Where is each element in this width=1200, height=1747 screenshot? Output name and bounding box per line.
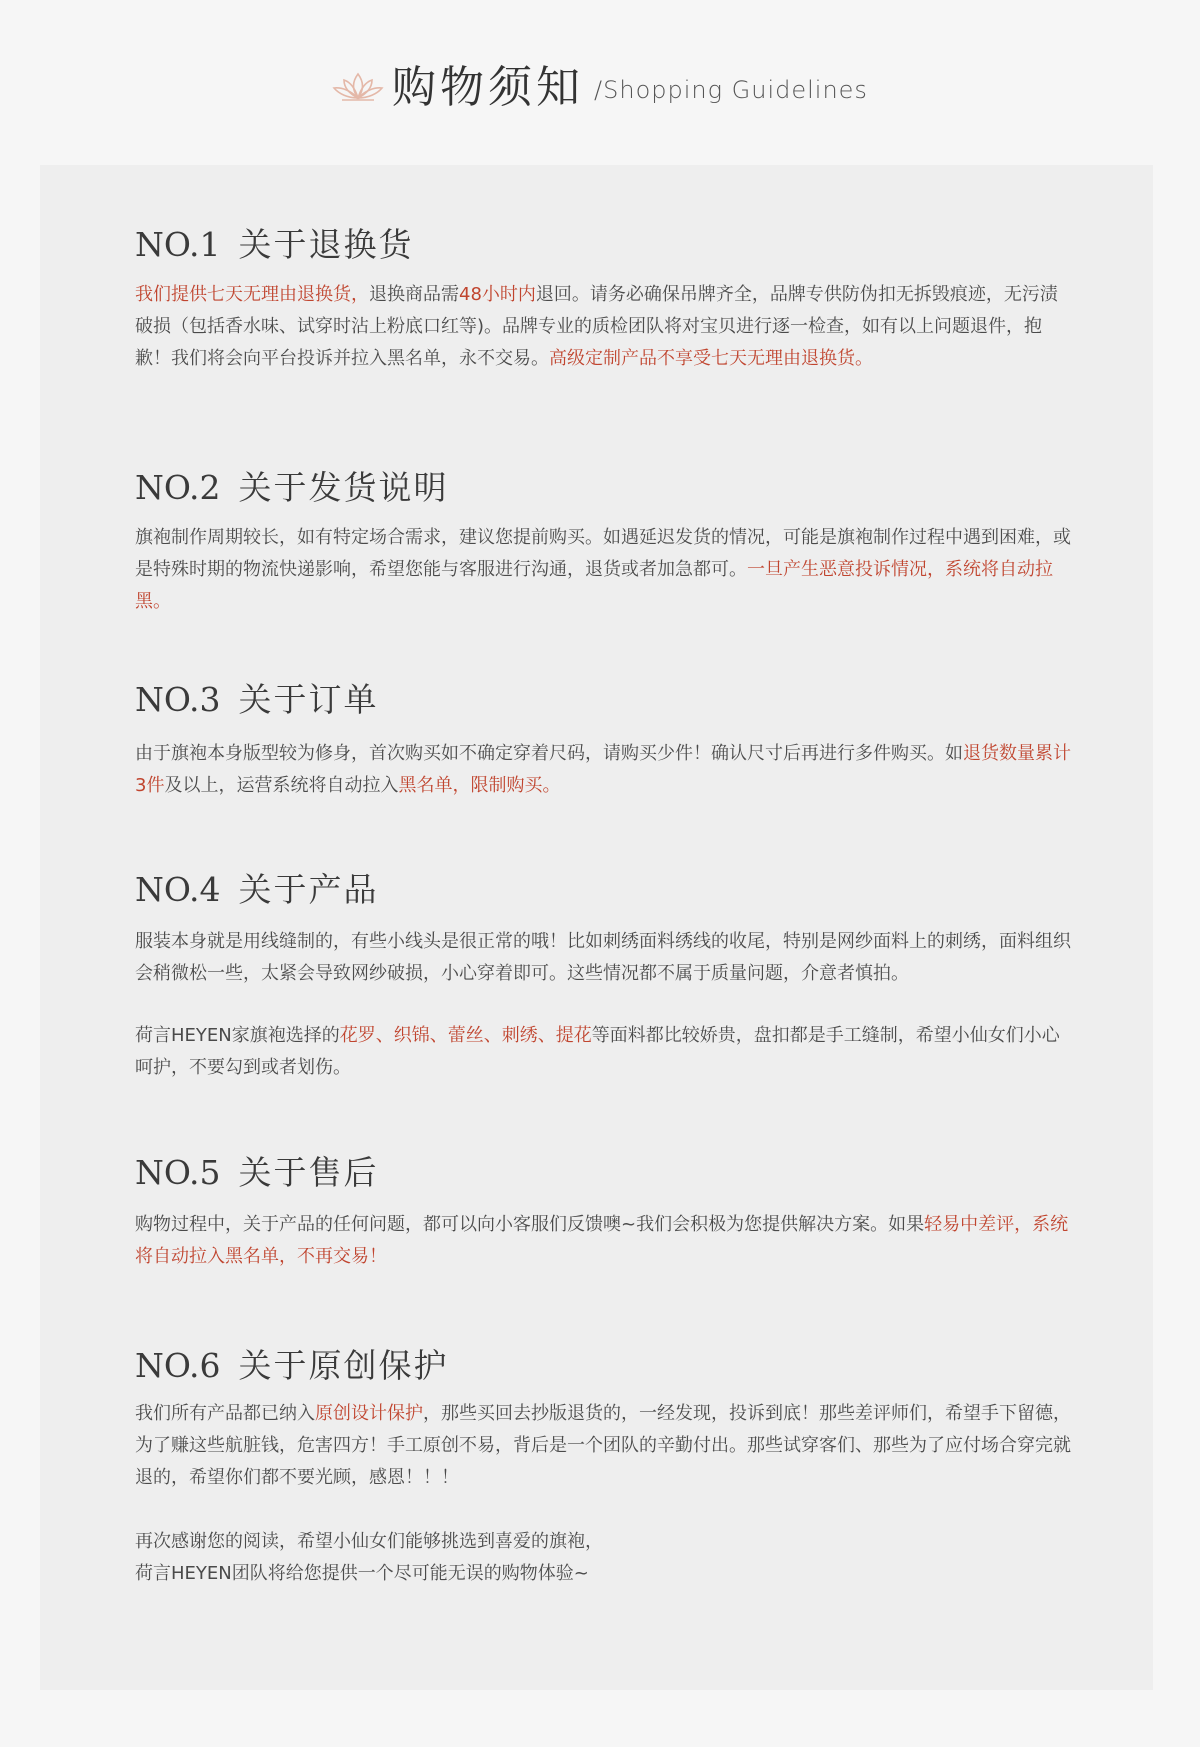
section-title: [135, 1153, 1075, 1193]
paragraph-text: 购物过程中，关于产品的任何问题，都可以向小客服们反馈噢~我们会积极为您提供解决方案。如果: [135, 1213, 925, 1235]
section-paragraph: [135, 279, 1075, 375]
section-title: [135, 680, 1075, 720]
highlight-text: 原创设计保护: [315, 1402, 423, 1424]
section-paragraph: [135, 522, 1075, 618]
section-number: NO.1: [135, 225, 221, 264]
paragraph-text: 我们所有产品都已纳入: [135, 1402, 315, 1424]
paragraph-text: 等面料都比较娇贵，盘扣都是手工缝制，希望小仙女们小心呵护，不要勾到或者划伤。: [135, 1024, 1060, 1078]
section-number: NO.4: [135, 870, 221, 909]
section-heading: 关于售后: [238, 1153, 379, 1192]
section-title: [135, 870, 1075, 910]
highlight-text: 花罗、织锦、蕾丝、刺绣、提花: [339, 1024, 592, 1046]
paragraph-text: 及以上，运营系统将自动拉入: [164, 774, 399, 796]
highlight-text: 轻易中差评，系统将自动拉入黑名单，不再交易！: [135, 1213, 1069, 1267]
section-number: NO.3: [135, 680, 221, 719]
section-paragraph: [135, 738, 1075, 802]
section-heading: 关于退换货: [238, 225, 414, 264]
section-after-sales: [135, 1153, 1075, 1273]
header-title-group: [332, 61, 868, 113]
paragraph-text: 退回。请务必确保吊牌齐全，品牌专供防伪扣无拆毁痕迹，无污渍破损（包括香水味、试穿时沾上粉底口红等)。品牌专业的质检团队将对宝贝进行逐一检查，如有以上问题退件，抱歉！我们将会向平台投诉并拉入黑名单，永不交易。: [135, 283, 1058, 369]
section-heading: 关于产品: [238, 870, 379, 909]
section-returns: [135, 225, 1075, 375]
section-number: NO.5: [135, 1153, 221, 1192]
section-title: [135, 1346, 1075, 1386]
section-number: NO.6: [135, 1346, 221, 1385]
page-subtitle: /Shopping Guidelines: [594, 75, 868, 104]
section-paragraph: [135, 1398, 1075, 1494]
highlight-text: 黑名单，限制购买。: [398, 774, 561, 796]
section-shipping: [135, 468, 1075, 618]
section-number: NO.2: [135, 468, 221, 507]
lotus-icon: [332, 68, 384, 102]
highlight-text: 我们提供七天无理由退换货，: [135, 283, 369, 305]
closing-line: 荷言HEYEN团队将给您提供一个尽可能无误的购物体验~: [135, 1562, 589, 1584]
section-originality: [135, 1346, 1075, 1590]
section-heading: 关于发货说明: [238, 468, 449, 507]
section-orders: [135, 680, 1075, 802]
paragraph-text: 服装本身就是用线缝制的，有些小线头是很正常的哦！比如刺绣面料绣线的收尾，特别是网纱面料上的刺绣，面料组织会稍微松一些，太紧会导致网纱破损，小心穿着即可。这些情况都不属于质量问题，介意者慎拍。: [135, 930, 1071, 984]
paragraph-text: ，那些买回去抄版退货的，一经发现，投诉到底！那些差评师们，希望手下留德，为了赚这些航脏钱，危害四方！手工原创不易，背后是一个团队的辛勤付出。那些试穿客们、那些为了应付场合穿完就退的，希望你们都不要光顾，感恩！！！: [135, 1402, 1071, 1488]
paragraph-text: 旗袍制作周期较长，如有特定场合需求，建议您提前购买。如遇延迟发货的情况，可能是旗袍制作过程中遇到困难，或是特殊时期的物流快递影响，希望您能与客服进行沟通，退货或者加急都可。: [135, 526, 1071, 580]
section-title: [135, 225, 1075, 265]
page-header: [0, 0, 1200, 165]
section-paragraph: [135, 1020, 1075, 1084]
page-title: 购物须知: [392, 61, 585, 113]
paragraph-text: 由于旗袍本身版型较为修身，首次购买如不确定穿着尺码，请购买少件！确认尺寸后再进行多件购买。如: [135, 742, 963, 764]
paragraph-text: 荷言HEYEN家旗袍选择的: [135, 1024, 340, 1046]
closing-line: 再次感谢您的阅读，希望小仙女们能够挑选到喜爱的旗袍，: [135, 1530, 603, 1552]
paragraph-text: 退换商品需: [369, 283, 459, 305]
section-products: [135, 870, 1075, 1084]
highlight-text: 退货数量累计3件: [135, 742, 1071, 796]
highlight-text: 高级定制产品不享受七天无理由退换货。: [549, 347, 873, 369]
section-heading: 关于原创保护: [238, 1346, 449, 1385]
section-paragraph: [135, 1209, 1075, 1273]
section-heading: 关于订单: [238, 680, 379, 719]
section-paragraph: [135, 926, 1075, 990]
highlight-text: 一旦产生恶意投诉情况，系统将自动拉黑。: [135, 558, 1053, 612]
section-title: [135, 468, 1075, 508]
highlight-text: 48小时内: [459, 283, 536, 305]
